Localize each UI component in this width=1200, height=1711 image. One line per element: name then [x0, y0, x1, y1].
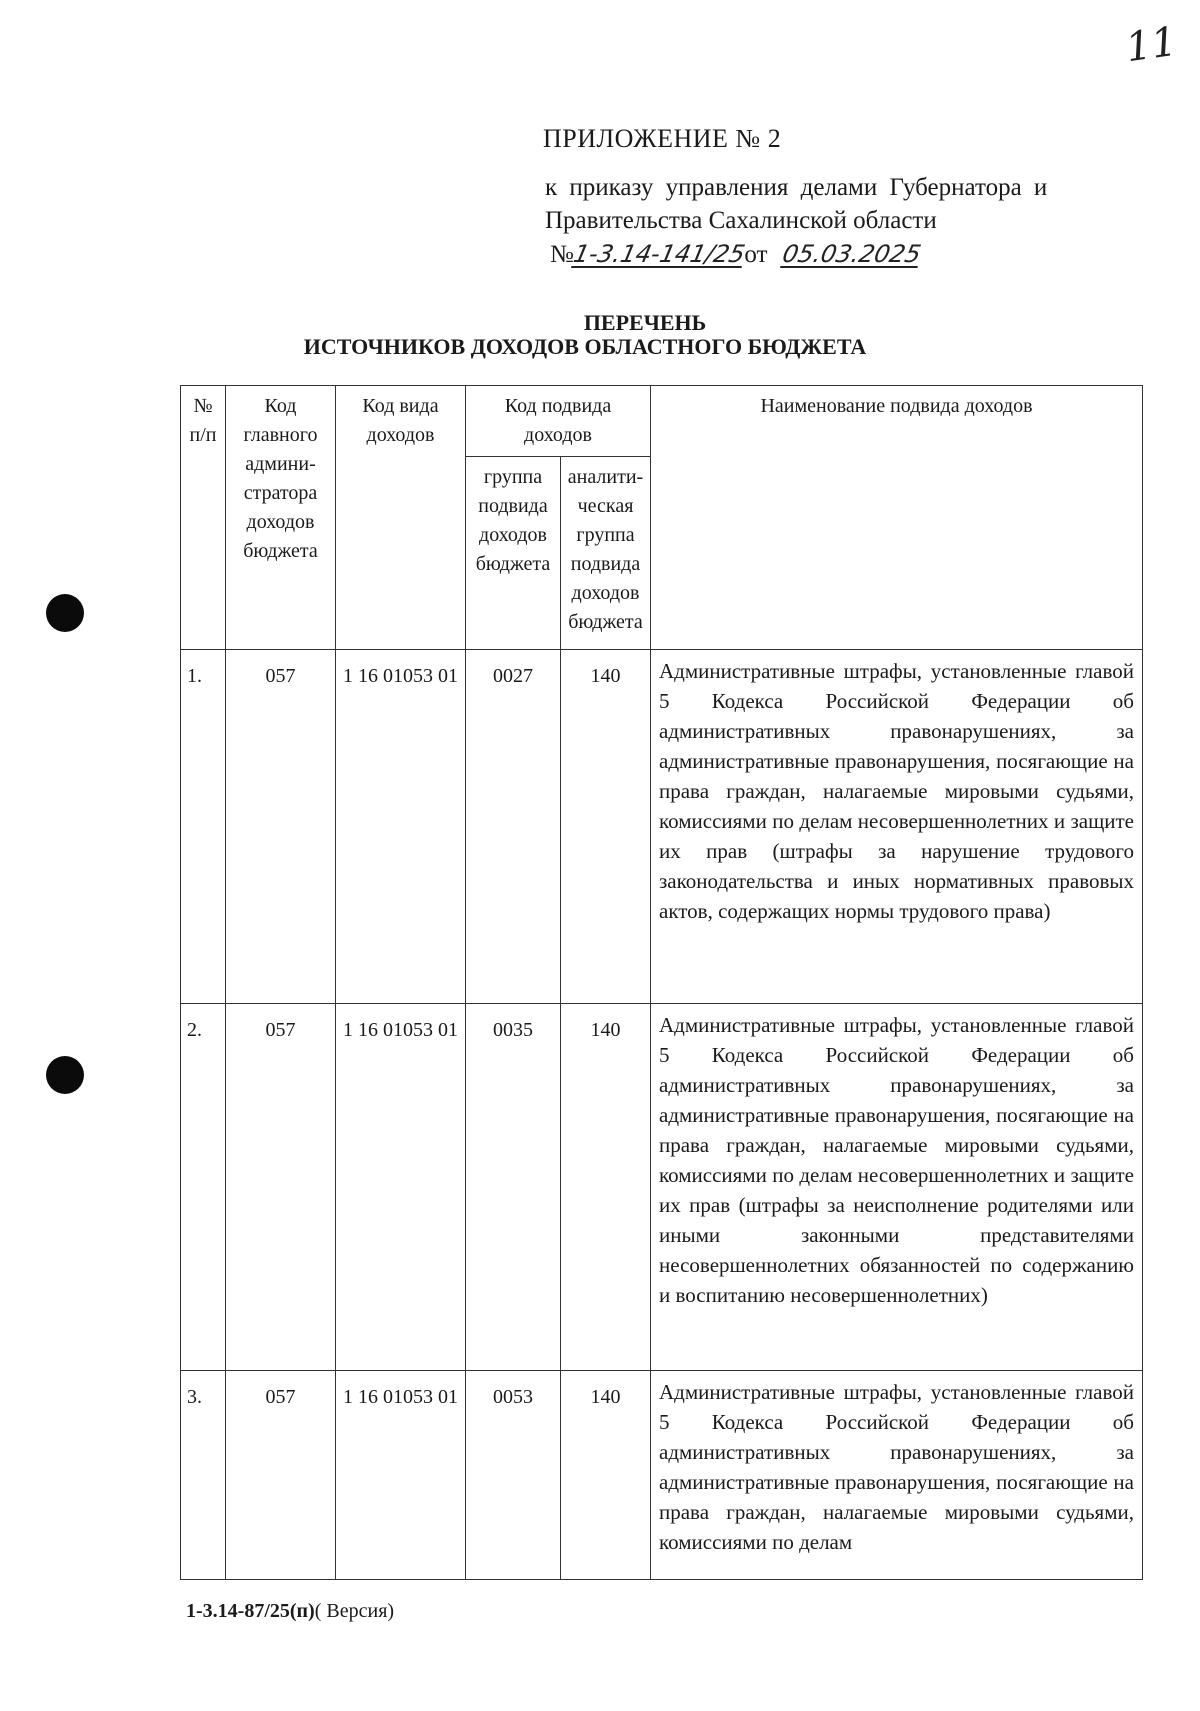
row-kind-code: 1 16 01053 01: [336, 1004, 466, 1371]
footer-version: ( Версия): [314, 1600, 395, 1622]
header-kind-code: Код вида доходов: [336, 386, 466, 650]
income-sources-table: [180, 385, 1143, 1580]
list-title-line1: ПЕРЕЧЕНЬ: [583, 310, 707, 335]
row-name: Административные штрафы, установленные главой 5 Кодекса Российской Федерации об административных правонарушениях, за административные правонарушения, посягающие на права граждан, налагаемые мировыми судьями, комиссиями по делам несовершеннолетних и защите их прав (штрафы за нарушение трудового законодательства и иных нормативных правовых актов, содержащих нормы трудового права): [651, 650, 1143, 1004]
row-group: 0035: [466, 1004, 561, 1371]
order-date-handwritten: 05.03.2025: [780, 240, 924, 268]
header-num: № п/п: [181, 386, 226, 650]
table-header-row: [181, 386, 1143, 457]
row-group: 0027: [466, 650, 561, 1004]
footer-document-code: [186, 1600, 394, 1623]
appendix-subtitle-line2: Правительства Сахалинской области: [545, 207, 937, 234]
footer-code: 1-3.14-87/25(п): [186, 1600, 315, 1622]
header-analytic-group: аналити-ческая группа подвида доходов бюджета: [561, 457, 651, 650]
row-num: 3.: [181, 1371, 226, 1580]
row-kind-code: 1 16 01053 01: [336, 650, 466, 1004]
row-num: 2.: [181, 1004, 226, 1371]
row-analytic: 140: [561, 650, 651, 1004]
order-number-handwritten: 1-3.14-141/25: [570, 240, 748, 268]
header-group: группа подвида доходов бюджета: [466, 457, 561, 650]
row-admin-code: 057: [226, 1371, 336, 1580]
appendix-title: ПРИЛОЖЕНИЕ № 2: [543, 124, 782, 153]
row-name: Административные штрафы, установленные главой 5 Кодекса Российской Федерации об административных правонарушениях, за административные правонарушения, посягающие на права граждан, налагаемые мировыми судьями, комиссиями по делам: [651, 1371, 1143, 1580]
row-num: 1.: [181, 650, 226, 1004]
row-analytic: 140: [561, 1371, 651, 1580]
table-row: [181, 1371, 1143, 1580]
handwritten-page-number: 11: [1123, 18, 1180, 72]
order-number-prefix: №: [550, 241, 574, 268]
row-name: Административные штрафы, установленные главой 5 Кодекса Российской Федерации об административных правонарушениях, за административные правонарушения, посягающие на права граждан, налагаемые мировыми судьями, комиссиями по делам несовершеннолетних и защите их прав (штрафы за неисполнение родителями или иными законными представителями несовершеннолетних обязанностей по содержанию и воспитанию несовершеннолетних): [651, 1004, 1143, 1371]
order-date-prefix: от: [744, 241, 768, 268]
table-row: [181, 1004, 1143, 1371]
list-title-line2: ИСТОЧНИКОВ ДОХОДОВ ОБЛАСТНОГО БЮДЖЕТА: [303, 334, 867, 359]
header-subkind-code: Код подвида доходов: [466, 386, 651, 457]
appendix-subtitle-line1: к приказу управления делами Губернатора и: [545, 174, 1048, 201]
order-reference: [550, 240, 924, 269]
header-name: Наименование подвида доходов: [651, 386, 1143, 650]
punch-hole-mark: [46, 594, 84, 632]
header-admin-code: Код главного админи-стратора доходов бюджета: [226, 386, 336, 650]
row-kind-code: 1 16 01053 01: [336, 1371, 466, 1580]
row-group: 0053: [466, 1371, 561, 1580]
row-analytic: 140: [561, 1004, 651, 1371]
row-admin-code: 057: [226, 1004, 336, 1371]
table-row: [181, 650, 1143, 1004]
row-admin-code: 057: [226, 650, 336, 1004]
punch-hole-mark: [46, 1056, 84, 1094]
